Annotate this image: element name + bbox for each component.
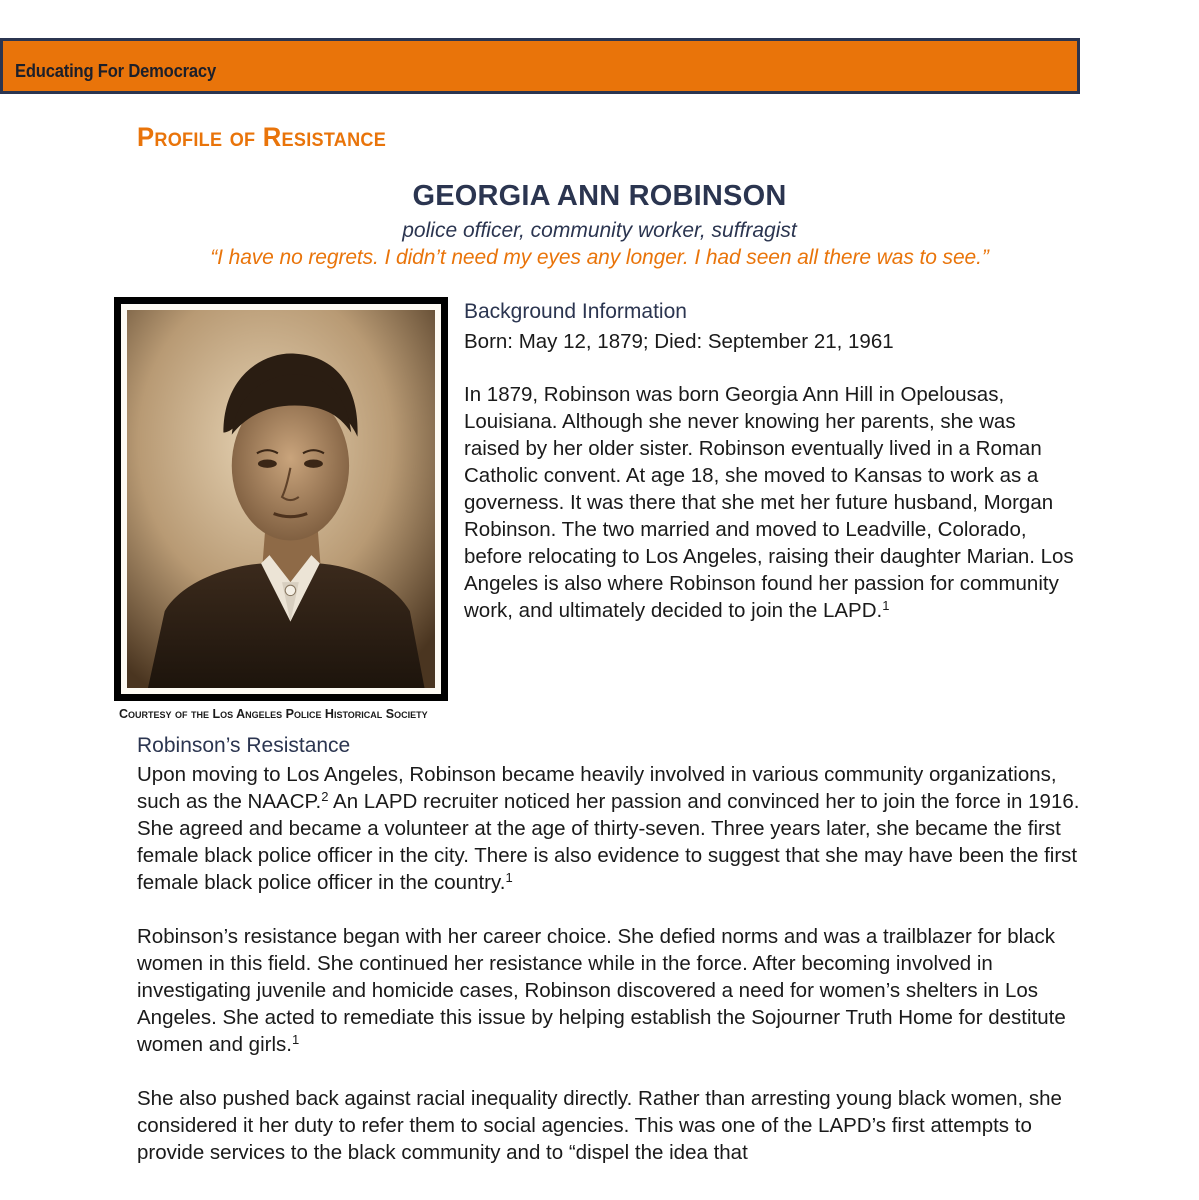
resistance-paragraph-3 <box>137 1085 1082 1166</box>
portrait-caption: Courtesy of the Los Angeles Police Historical Society <box>119 707 428 721</box>
resistance-paragraph-1 <box>137 761 1082 896</box>
section-label: Profile of Resistance <box>137 122 387 152</box>
background-heading: Background Information <box>464 300 687 323</box>
resistance-p1-text-a: Upon moving to Los Angeles, Robinson became heavily involved in various community organizations, such as the NAACP. <box>137 763 1057 813</box>
resistance-p2-text: Robinson’s resistance began with her career choice. She defied norms and was a trailblazer for black women in this field. She continued her resistance while in the force. After becoming involved in investigating juvenile and homicide cases, Robinson discovered a need for women’s shelters in Los Angeles. She acted to remediate this issue by helping establish the Sojourner Truth Home for destitute women and girls. <box>137 925 1066 1056</box>
background-paragraph-text: In 1879, Robinson was born Georgia Ann Hill in Opelousas, Louisiana. Although she never knowing her parents, she was raised by her older sister. Robinson eventually lived in a Roman Catholic convent. At age 18, she moved to Kansas to work as a governess. It was there that she met her future husband, Morgan Robinson. The two married and moved to Leadville, Colorado, before relocating to Los Angeles, raising their daughter Marian. Los Angeles is also where Robinson found her passion for community work, and ultimately decided to join the LAPD. <box>464 383 1074 622</box>
portrait-inner-border <box>121 304 441 694</box>
background-dates: Born: May 12, 1879; Died: September 21, 1961 <box>464 330 894 353</box>
background-paragraph <box>464 381 1074 624</box>
resistance-p1-text-b: An LAPD recruiter noticed her passion and convinced her to join the force in 1916. She agreed and became a volunteer at the age of thirty-seven. Three years later, she became the first female black police officer in the city. There is also evidence to suggest that she may have been the first female black police officer in the country. <box>137 790 1080 894</box>
portrait-frame <box>114 297 448 701</box>
person-quote: “I have no regrets. I didn’t need my eyes any longer. I had seen all there was to see.” <box>210 246 989 269</box>
person-roles: police officer, community worker, suffragist <box>402 219 797 242</box>
resistance-body <box>137 761 1082 1193</box>
footnote-marker: 1 <box>291 1032 300 1047</box>
footnote-marker: 1 <box>505 870 513 885</box>
portrait-photo <box>127 310 435 688</box>
footnote-marker: 2 <box>321 789 329 804</box>
header-title: Educating For Democracy <box>15 61 216 81</box>
person-name: GEORGIA ANN ROBINSON <box>412 180 787 212</box>
footnote-marker: 1 <box>882 598 890 613</box>
resistance-p3-text: She also pushed back against racial inequality directly. Rather than arresting young black women, she considered it her duty to refer them to social agencies. This was one of the LAPD’s first attempts to provide services to the black community and to “dispel the idea that <box>137 1087 1062 1164</box>
resistance-heading: Robinson’s Resistance <box>137 734 351 757</box>
resistance-paragraph-2 <box>137 923 1082 1058</box>
header-bar <box>0 38 1080 94</box>
